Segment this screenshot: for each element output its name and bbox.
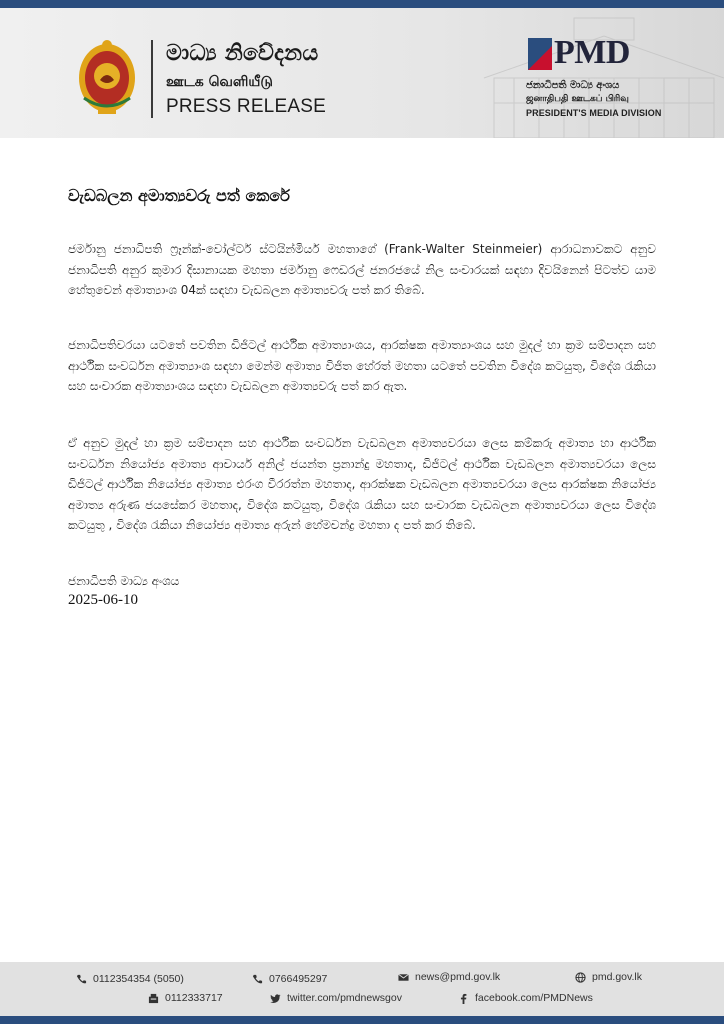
article-paragraph-3: ඒ අනුව මුදල් හා ක්‍රම සම්පාදන සහ ආර්ථික සංවර්ධන වැඩබලන අමාත්‍යවරයා ලෙස කම්කරු අමාත්‍ය හා ආර්ථික සංවර්ධන නියෝජ්‍ය අමාත්‍ය ආචාර්ය අනිල් ජයන්ත ප්‍රනාන්දු මහතාද, ඩිජිටල් ආර්ථික වැඩබලන අමාත්‍යවරයා ලෙස ඩිජිටල් ආර්ථික නියෝජ්‍ය අමාත්‍ය එරංග වීරරත්න මහතාද, ආරක්ෂක වැඩබලන අමාත්‍යවරයා ලෙස ආරක්ෂක නියෝජ්‍ය අමාත්‍ය අරුණ ජයසේකර මහතාද, විදේශ කටයුතු, විදේශ රැකියා සහ සංචාරක වැඩබලන අමාත්‍යවරයා ලෙස විදේශ කටයුතු , විදේශ රැකියා නියෝජ්‍ය අමාත්‍ය අරුන් හේමචන්ද්‍ර මහතා ද පත් කර තිබේ. xyxy=(68,436,656,532)
header-divider xyxy=(151,40,153,118)
article-paragraph-1: ජර්මානු ජනාධිපති ෆ්‍රෑන්ක්-වෝල්ටර් ස්ටයින්මියර් මහතාගේ (Frank-Walter Steinmeier) ආරාධනාවකට අනුව ජනාධිපති අනුර කුමාර දිසානායක මහතා ජර්මානු ෆෙඩරල් ජනරජයේ නිල සංචාරයක් සඳහා දිවයිනෙන් පිටත්ව යාම හේතුවෙන් අමාත්‍යාංශ 04ක් සඳහා වැඩබලන අමාත්‍යවරු පත් කර තිබේ. xyxy=(68,242,656,297)
signature-name: ජනාධිපති මාධ්‍ය අංශය xyxy=(68,574,180,588)
fax-contact xyxy=(148,992,223,1004)
facebook-icon xyxy=(458,993,469,1004)
globe-icon xyxy=(575,972,586,983)
twitter-handle[interactable]: twitter.com/pmdnewsgov xyxy=(287,992,402,1004)
article-paragraph-2: ජනාධිපතිවරයා යටතේ පවතින ඩිජිටල් ආර්ථික අමාත්‍යාංශය, ආරක්ෂක අමාත්‍යාංශය සහ මුදල් හා ක්‍රම සම්පාදන සහ ආර්ථික සංවර්ධන අමාත්‍යාංශ සඳහා මෙන්ම අමාත්‍ය විජිත හේරත් මහතා යටතේ පවතින විදේශ කටයුතු, විදේශ රැකියා සහ සංචාරක අමාත්‍යාංශය සඳහා වැඩබලන අමාත්‍යවරු පත් කර ඇත. xyxy=(68,338,656,393)
website-contact[interactable] xyxy=(575,971,642,983)
phone-icon xyxy=(76,974,87,985)
envelope-icon xyxy=(398,972,409,983)
phone-icon xyxy=(252,974,263,985)
bottom-accent-stripe xyxy=(0,1016,724,1024)
email-contact[interactable] xyxy=(398,971,500,983)
fax-number: 0112333717 xyxy=(165,992,223,1004)
sri-lanka-emblem-icon xyxy=(76,36,138,118)
title-english: PRESS RELEASE xyxy=(166,96,326,117)
facebook-page[interactable]: facebook.com/PMDNews xyxy=(475,992,593,1004)
division-name-english: PRESIDENT'S MEDIA DIVISION xyxy=(526,108,662,118)
release-date: 2025-06-10 xyxy=(68,592,138,608)
pmd-logo-text: PMD xyxy=(554,34,630,71)
phone-number-1: 0112354354 (5050) xyxy=(93,973,184,985)
email-address[interactable]: news@pmd.gov.lk xyxy=(415,971,501,983)
building-illustration xyxy=(474,8,724,138)
title-sinhala: මාධ්‍ය නිවේදනය xyxy=(166,41,319,66)
press-release-header xyxy=(0,8,724,138)
phone-contact-1 xyxy=(76,973,184,985)
title-tamil: ஊடக வெளியீடு xyxy=(166,74,273,90)
phone-contact-2 xyxy=(252,973,327,985)
facebook-contact[interactable] xyxy=(458,992,593,1004)
division-name-tamil: ஜனாதிபதி ஊடகப் பிரிவு xyxy=(526,94,629,104)
top-accent-stripe xyxy=(0,0,724,8)
pmd-logo-mark xyxy=(528,38,552,70)
fax-icon xyxy=(148,993,159,1004)
website-url[interactable]: pmd.gov.lk xyxy=(592,971,642,983)
phone-number-2: 0766495297 xyxy=(269,973,328,985)
twitter-icon xyxy=(270,993,281,1004)
article-heading: වැඩබලන අමාත්‍යවරු පත් කෙරේ xyxy=(68,186,290,205)
division-name-sinhala: ජනාධිපති මාධ්‍ය අංශය xyxy=(526,80,620,91)
twitter-contact[interactable] xyxy=(270,992,402,1004)
